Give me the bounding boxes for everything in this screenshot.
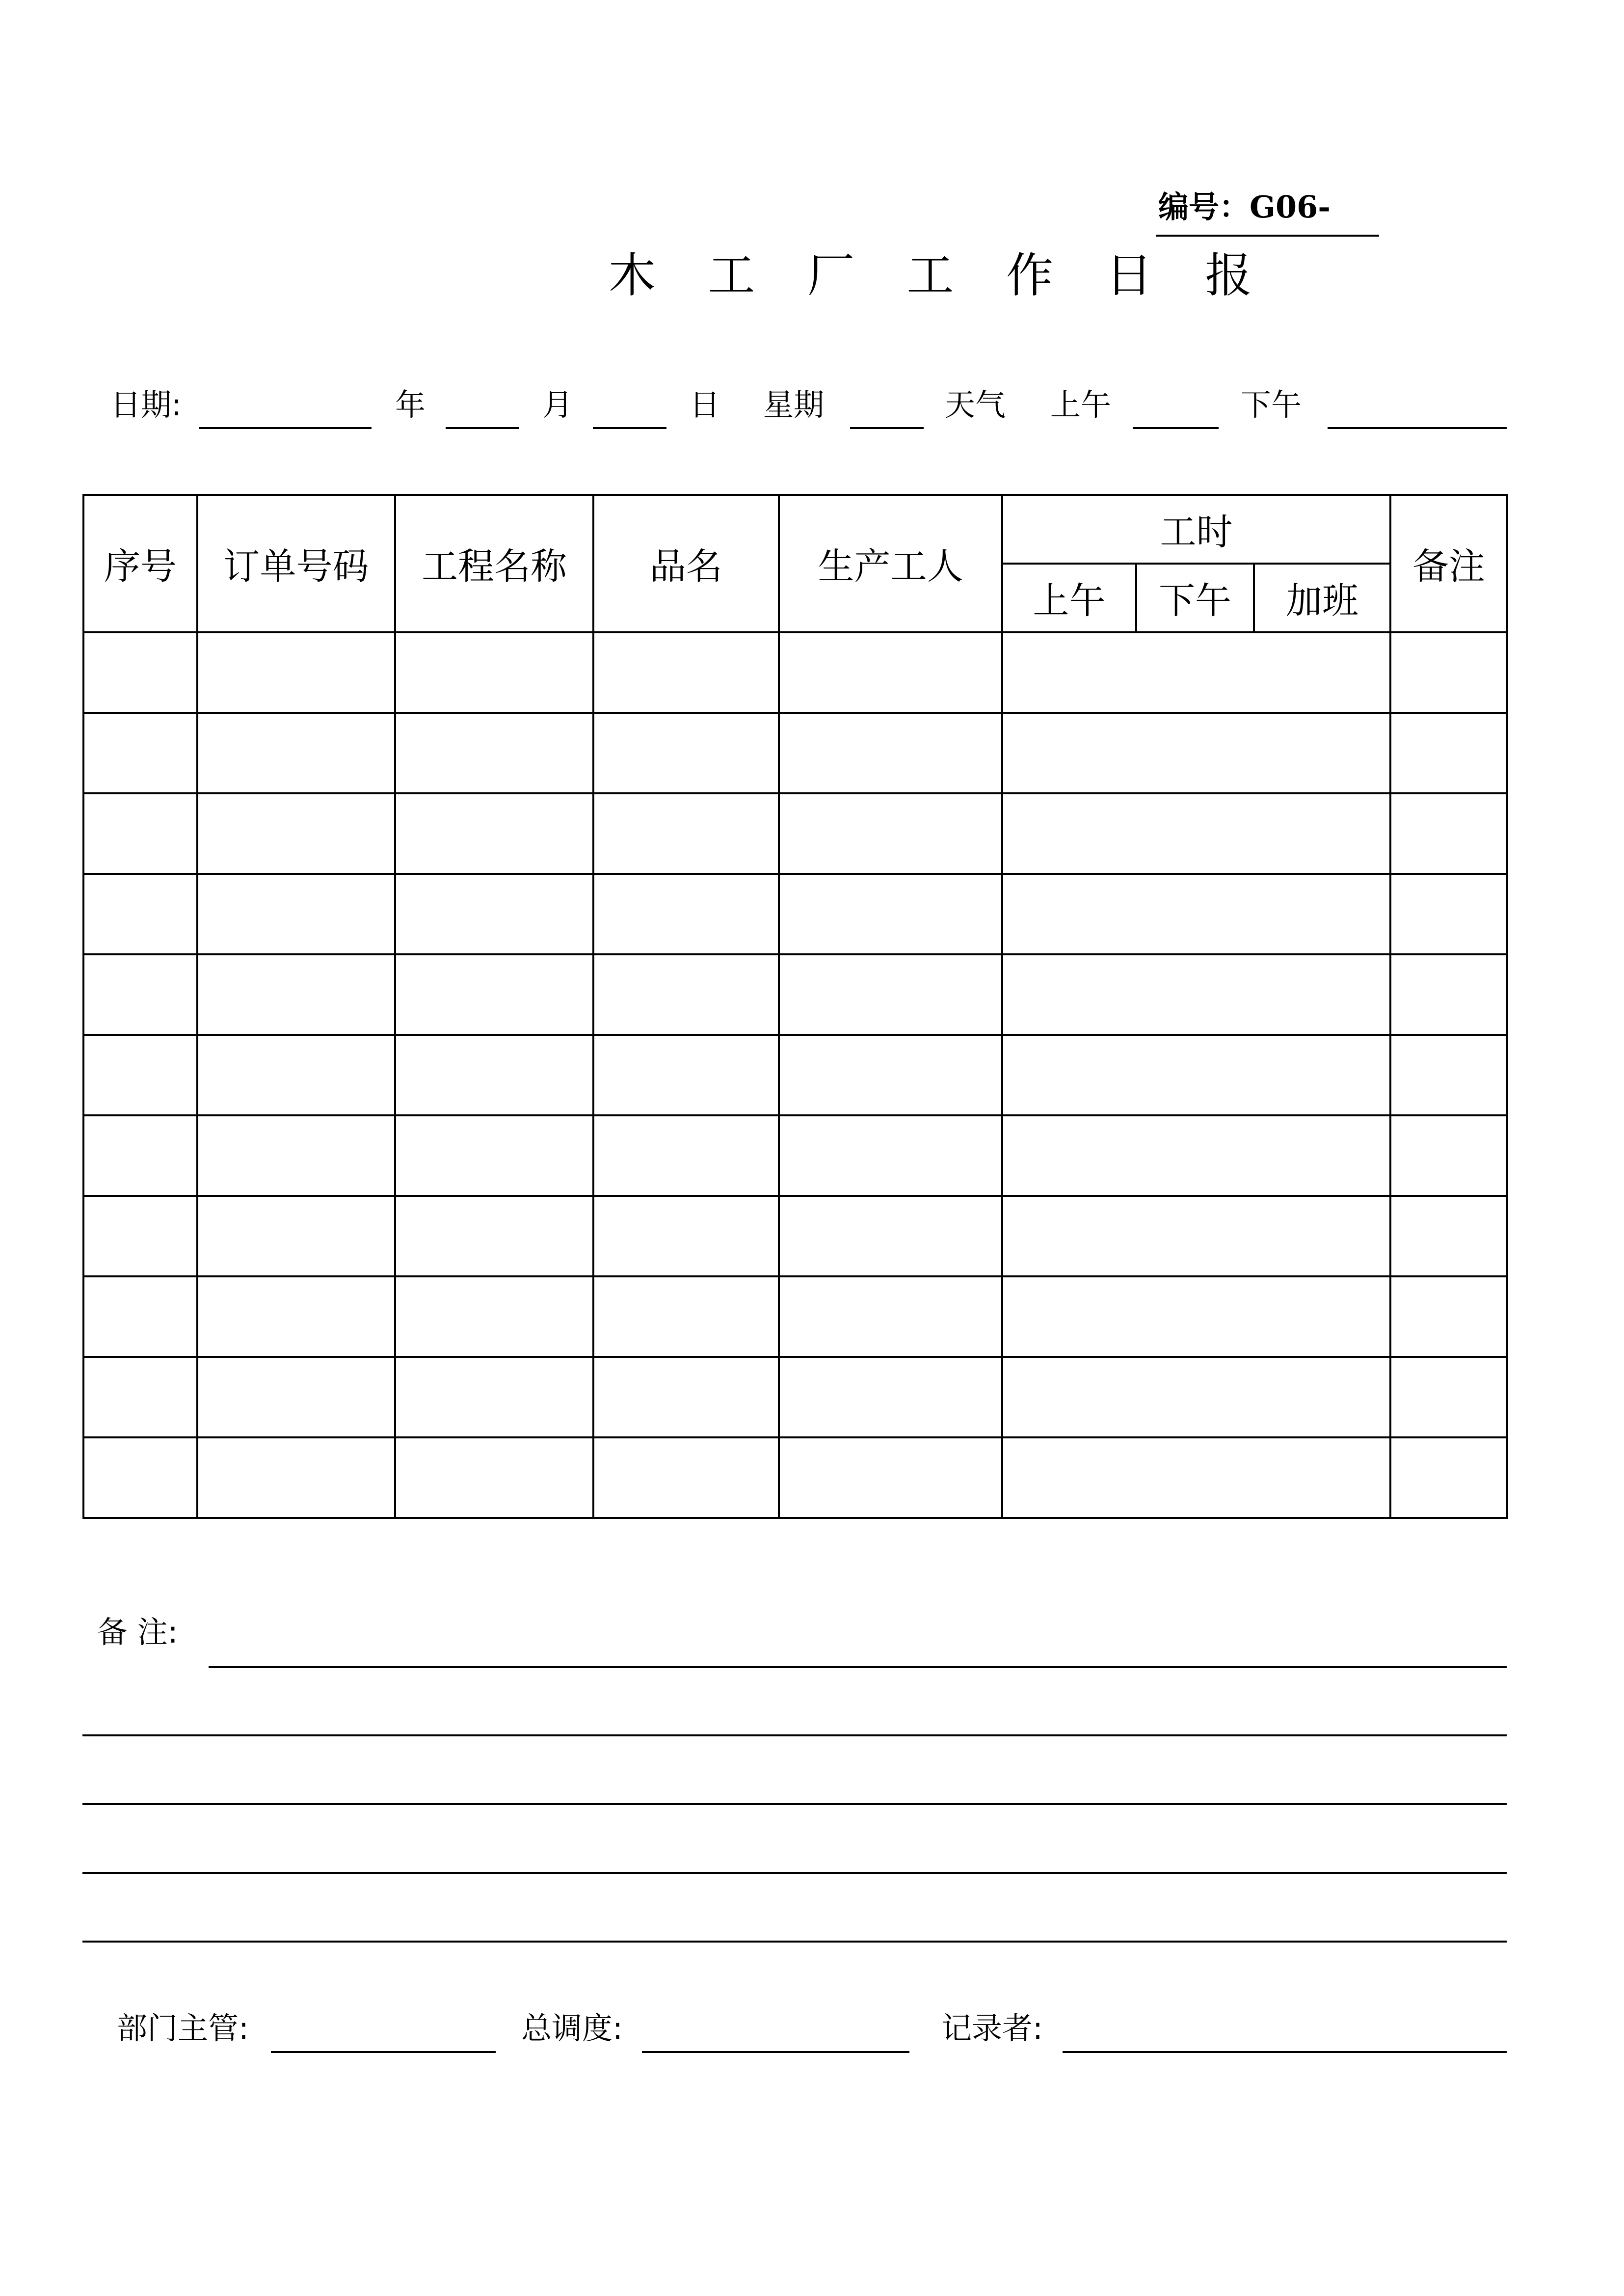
cell-hours[interactable] (1002, 874, 1390, 954)
cell-project-name[interactable] (395, 713, 593, 793)
notes-line-4[interactable] (82, 1872, 1507, 1874)
table-row (83, 1357, 1507, 1437)
table-row (83, 1115, 1507, 1196)
cell-project-name[interactable] (395, 1437, 593, 1518)
cell-project-name[interactable] (395, 954, 593, 1035)
cell-order-no[interactable] (197, 874, 395, 954)
cell-product-name[interactable] (593, 1357, 779, 1437)
cell-seq[interactable] (83, 1115, 197, 1196)
cell-product-name[interactable] (593, 874, 779, 954)
dept-head-label: 部门主管: (117, 2010, 249, 2046)
day-field[interactable] (593, 427, 666, 429)
cell-seq[interactable] (83, 1276, 197, 1357)
month-field[interactable] (446, 427, 519, 429)
weather-pm-label: 下午 (1241, 387, 1302, 423)
dept-head-field[interactable] (271, 2051, 496, 2053)
cell-order-no[interactable] (197, 1196, 395, 1276)
cell-project-name[interactable] (395, 874, 593, 954)
recorder-field[interactable] (1063, 2051, 1507, 2053)
day-label: 日 (690, 387, 720, 423)
cell-product-name[interactable] (593, 1437, 779, 1518)
cell-hours[interactable] (1002, 713, 1390, 793)
cell-hours[interactable] (1002, 1196, 1390, 1276)
cell-order-no[interactable] (197, 1035, 395, 1115)
cell-product-name[interactable] (593, 1276, 779, 1357)
weather-am-label: 上午 (1050, 387, 1112, 423)
cell-remarks[interactable] (1390, 632, 1507, 713)
cell-remarks[interactable] (1390, 1276, 1507, 1357)
header-hours-ot: 加班 (1254, 564, 1390, 632)
recorder-label: 记录者: (941, 2010, 1043, 2046)
cell-worker[interactable] (779, 1437, 1002, 1518)
header-hours: 工时 (1002, 495, 1390, 564)
cell-hours[interactable] (1002, 1276, 1390, 1357)
notes-line-3[interactable] (82, 1803, 1507, 1805)
work-report-table (82, 494, 1508, 1519)
table-row (83, 954, 1507, 1035)
cell-product-name[interactable] (593, 954, 779, 1035)
cell-worker[interactable] (779, 874, 1002, 954)
table-row (83, 1437, 1507, 1518)
cell-remarks[interactable] (1390, 1357, 1507, 1437)
month-label: 月 (542, 387, 573, 423)
header-order-no: 订单号码 (197, 495, 395, 632)
weekday-field[interactable] (850, 427, 924, 429)
header-product-name: 品名 (593, 495, 779, 632)
cell-seq[interactable] (83, 954, 197, 1035)
cell-hours[interactable] (1002, 1115, 1390, 1196)
cell-remarks[interactable] (1390, 874, 1507, 954)
cell-hours[interactable] (1002, 793, 1390, 874)
cell-worker[interactable] (779, 1035, 1002, 1115)
page-title: 木 工 厂 工 作 日 报 (609, 248, 1271, 303)
cell-worker[interactable] (779, 1357, 1002, 1437)
cell-seq[interactable] (83, 713, 197, 793)
cell-project-name[interactable] (395, 632, 593, 713)
notes-line-5[interactable] (82, 1941, 1507, 1943)
weather-pm-field[interactable] (1328, 427, 1507, 429)
cell-hours[interactable] (1002, 1437, 1390, 1518)
cell-product-name[interactable] (593, 1115, 779, 1196)
cell-worker[interactable] (779, 1276, 1002, 1357)
cell-project-name[interactable] (395, 1276, 593, 1357)
cell-product-name[interactable] (593, 632, 779, 713)
weekday-label: 星期 (763, 387, 825, 423)
cell-remarks[interactable] (1390, 1035, 1507, 1115)
year-field[interactable] (199, 427, 372, 429)
weather-label: 天气 (945, 387, 1006, 423)
table-row (83, 793, 1507, 874)
cell-worker[interactable] (779, 793, 1002, 874)
notes-line-1[interactable] (209, 1666, 1507, 1668)
cell-hours[interactable] (1002, 1035, 1390, 1115)
serial-number-label: 编号：G06- (1158, 189, 1331, 225)
cell-remarks[interactable] (1390, 1115, 1507, 1196)
cell-seq[interactable] (83, 793, 197, 874)
cell-order-no[interactable] (197, 713, 395, 793)
cell-remarks[interactable] (1390, 1196, 1507, 1276)
table-row (83, 874, 1507, 954)
cell-product-name[interactable] (593, 713, 779, 793)
header-hours-pm: 下午 (1136, 564, 1254, 632)
table-row (83, 1276, 1507, 1357)
header-worker: 生产工人 (779, 495, 1002, 632)
header-project-name: 工程名称 (395, 495, 593, 632)
cell-hours[interactable] (1002, 954, 1390, 1035)
cell-order-no[interactable] (197, 1115, 395, 1196)
cell-worker[interactable] (779, 713, 1002, 793)
header-seq: 序号 (83, 495, 197, 632)
cell-project-name[interactable] (395, 1115, 593, 1196)
cell-order-no[interactable] (197, 1437, 395, 1518)
cell-remarks[interactable] (1390, 954, 1507, 1035)
cell-seq[interactable] (83, 874, 197, 954)
date-label: 日期: (110, 387, 182, 423)
notes-label: 备 注: (97, 1614, 178, 1650)
cell-seq[interactable] (83, 1035, 197, 1115)
table-row (83, 1196, 1507, 1276)
header-remarks: 备注 (1390, 495, 1507, 632)
cell-seq[interactable] (83, 1196, 197, 1276)
cell-project-name[interactable] (395, 1035, 593, 1115)
cell-worker[interactable] (779, 1115, 1002, 1196)
year-label: 年 (395, 387, 426, 423)
cell-hours[interactable] (1002, 1357, 1390, 1437)
table-row (83, 713, 1507, 793)
cell-worker[interactable] (779, 954, 1002, 1035)
cell-product-name[interactable] (593, 793, 779, 874)
table-row (83, 632, 1507, 713)
cell-worker[interactable] (779, 632, 1002, 713)
cell-order-no[interactable] (197, 1357, 395, 1437)
serial-number-field[interactable] (1156, 235, 1379, 237)
cell-order-no[interactable] (197, 632, 395, 713)
cell-order-no[interactable] (197, 1276, 395, 1357)
cell-project-name[interactable] (395, 1357, 593, 1437)
weather-am-field[interactable] (1133, 427, 1219, 429)
cell-remarks[interactable] (1390, 793, 1507, 874)
cell-product-name[interactable] (593, 1196, 779, 1276)
cell-remarks[interactable] (1390, 713, 1507, 793)
table-row (83, 1035, 1507, 1115)
cell-order-no[interactable] (197, 793, 395, 874)
notes-line-2[interactable] (82, 1734, 1507, 1736)
cell-seq[interactable] (83, 1357, 197, 1437)
cell-project-name[interactable] (395, 1196, 593, 1276)
cell-seq[interactable] (83, 1437, 197, 1518)
header-hours-am: 上午 (1002, 564, 1136, 632)
cell-hours[interactable] (1002, 632, 1390, 713)
cell-project-name[interactable] (395, 793, 593, 874)
cell-seq[interactable] (83, 632, 197, 713)
dispatcher-field[interactable] (642, 2051, 909, 2053)
cell-product-name[interactable] (593, 1035, 779, 1115)
cell-worker[interactable] (779, 1196, 1002, 1276)
cell-order-no[interactable] (197, 954, 395, 1035)
cell-remarks[interactable] (1390, 1437, 1507, 1518)
dispatcher-label: 总调度: (521, 2010, 623, 2046)
